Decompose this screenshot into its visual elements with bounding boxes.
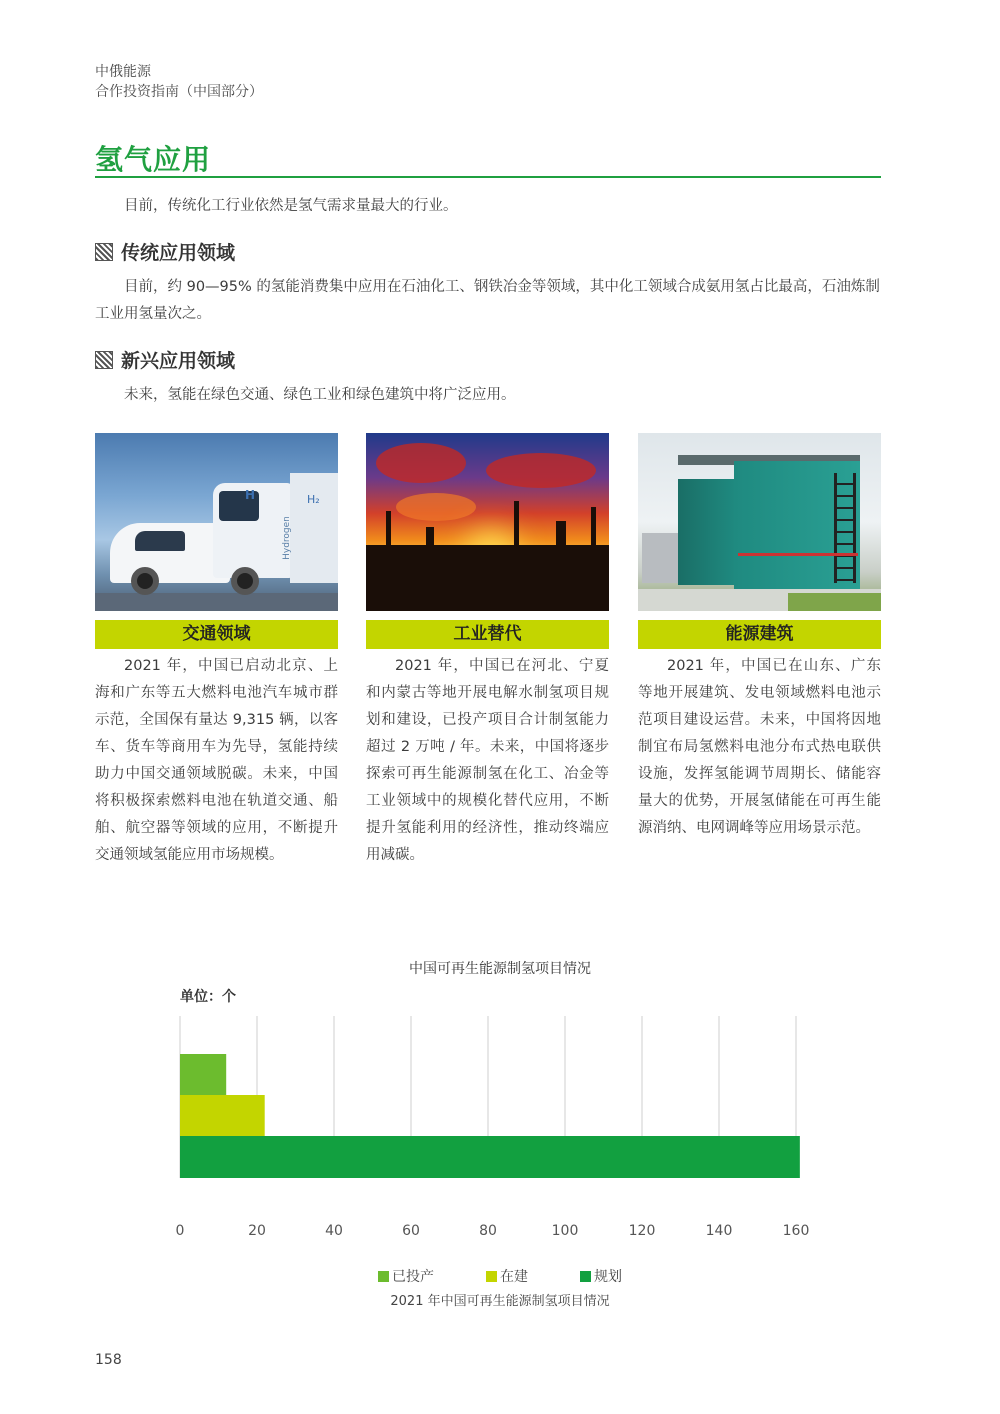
truck-photo	[95, 433, 338, 611]
legend-label: 已投产	[392, 1269, 434, 1285]
bar-1	[180, 1095, 265, 1137]
cloud	[376, 443, 466, 483]
chart-unit-label: 单位：个	[180, 989, 236, 1005]
hatch-square-icon	[95, 243, 113, 261]
cloud	[396, 493, 476, 521]
chart-caption: 2021 年中国可再生能源制氢项目情况	[390, 1294, 610, 1309]
cloud	[486, 453, 596, 488]
x-tick-label: 100	[551, 1223, 579, 1239]
chart-legend	[0, 1266, 1000, 1286]
running-head-line2: 合作投资指南（中国部分）	[95, 84, 263, 100]
wheel	[131, 567, 159, 595]
legend-item-planned	[580, 1266, 622, 1286]
running-head-line1: 中俄能源	[95, 64, 151, 80]
card-industry	[366, 433, 609, 869]
truck-h-mark: H	[245, 488, 256, 502]
legend-label: 在建	[500, 1269, 528, 1285]
grass	[788, 593, 881, 611]
red-pipe	[738, 553, 858, 556]
emerging-paragraph: 未来，氢能在绿色交通、绿色工业和绿色建筑中将广泛应用。	[124, 387, 516, 403]
card-text: 2021 年，中国已在山东、广东等地开展建筑、发电领域燃料电池示范项目建设运营。未来，中国将因地制宜布局氢燃料电池分布式热电联供设施，发挥氢能调节周期长、储能容量大的优势，开展氢储能在可再生能源消纳、电网调峰等应用场景示范。	[638, 658, 881, 836]
card-text: 2021 年，中国已启动北京、上海和广东等五大燃料电池汽车城市群示范，全国保有量达 9,315 辆，以客车、货车等商用车为先导，氢能持续助力中国交通领域脱碳。未来，中国将积极探索燃料电池在轨道交通、船舶、航空器等领域的应用，不断提升交通领域氢能应用市场规模。	[95, 658, 338, 863]
x-tick-label: 120	[628, 1223, 656, 1239]
x-tick-label: 140	[705, 1223, 733, 1239]
x-tick-label: 0	[175, 1223, 185, 1239]
section-heading-text: 传统应用领域	[121, 242, 236, 264]
bar-0	[180, 1054, 226, 1096]
x-tick-label: 20	[248, 1223, 266, 1239]
legend-item-operating	[378, 1266, 434, 1286]
legend-swatch	[378, 1271, 389, 1282]
bar-2	[180, 1136, 800, 1178]
dispenser-h2-text: H₂	[307, 493, 320, 506]
card-label: 能源建筑	[638, 620, 881, 649]
green-building-photo	[638, 433, 881, 611]
chimney	[514, 501, 519, 551]
wheel	[231, 567, 259, 595]
legend-swatch	[486, 1271, 497, 1282]
page-number: 158	[95, 1352, 122, 1368]
section-heading-emerging	[95, 346, 235, 373]
hvac-unit	[642, 533, 678, 583]
legend-item-construction	[486, 1266, 528, 1286]
x-tick-label: 40	[325, 1223, 343, 1239]
running-head	[95, 62, 263, 102]
x-tick-label: 60	[402, 1223, 420, 1239]
card-transport	[95, 433, 338, 869]
card-label: 工业替代	[366, 620, 609, 649]
sunset-industry-photo	[366, 433, 609, 611]
x-tick-label: 160	[782, 1223, 810, 1239]
card-text: 2021 年，中国已在河北、宁夏和内蒙古等地开展电解水制氢项目规划和建设，已投产项目合计制氢能力超过 2 万吨 / 年。未来，中国将逐步探索可再生能源制氢在化工、冶金等工业领域中的规模化替代应用，不断提升氢能利用的经济性，推动终端应用减碳。	[366, 658, 609, 863]
building-side	[678, 479, 736, 585]
industrial-skyline	[366, 545, 609, 611]
road	[95, 593, 338, 611]
title-divider	[95, 176, 881, 178]
hydrogen-dispenser	[290, 473, 338, 583]
bar-chart	[160, 1010, 840, 1250]
card-label: 交通领域	[95, 620, 338, 649]
intro-paragraph: 目前，传统化工行业依然是氢气需求量最大的行业。	[124, 198, 458, 214]
section-heading-text: 新兴应用领域	[121, 350, 236, 372]
traditional-paragraph: 目前，约 90—95% 的氢能消费集中应用在石油化工、钢铁冶金等领域，其中化工领域合成氨用氢占比最高，石油炼制工业用氢量次之。	[95, 279, 880, 322]
page-title: 氢气应用	[95, 143, 212, 176]
legend-swatch	[580, 1271, 591, 1282]
x-tick-label: 80	[479, 1223, 497, 1239]
external-stair	[834, 473, 856, 583]
hatch-square-icon	[95, 351, 113, 369]
truck-side-text: Hydrogen	[281, 516, 292, 560]
card-building	[638, 433, 881, 842]
section-heading-traditional	[95, 238, 235, 265]
van-window	[135, 531, 185, 551]
chart-title: 中国可再生能源制氢项目情况	[409, 961, 591, 977]
legend-label: 规划	[594, 1269, 622, 1285]
